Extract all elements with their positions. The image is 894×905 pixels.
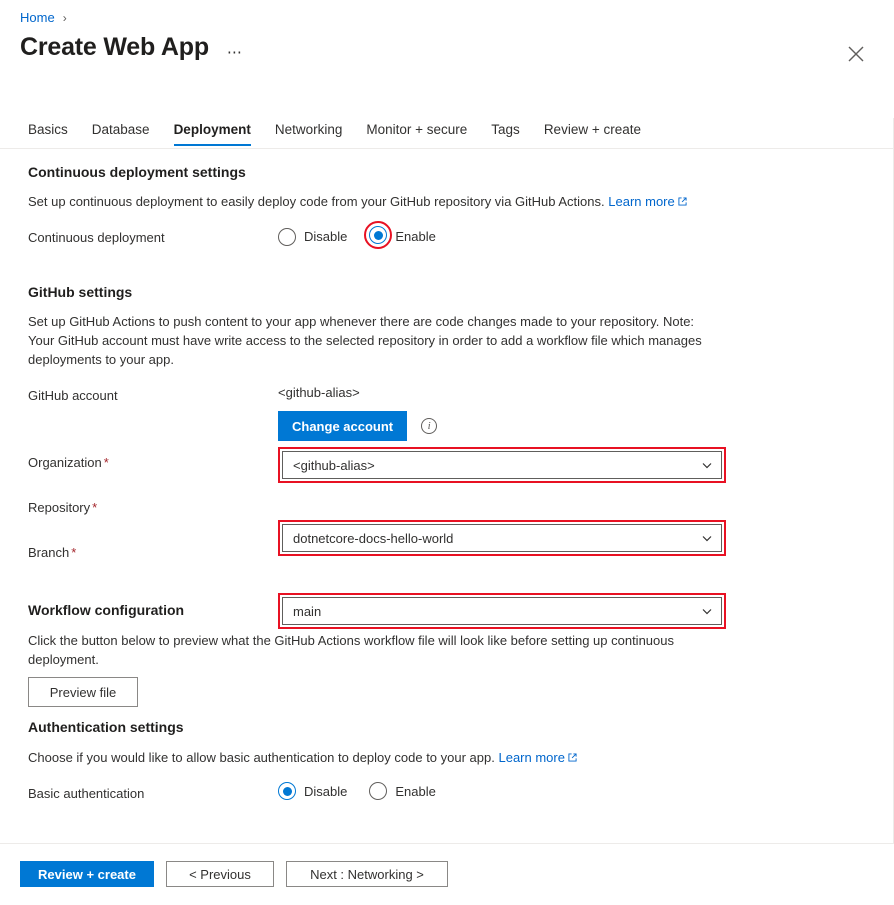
radio-unchecked-icon[interactable]	[369, 782, 387, 800]
repository-label	[28, 500, 97, 515]
page-title: Create Web App	[20, 33, 209, 61]
tab-label: Monitor + secure	[366, 122, 468, 137]
tab-review-create[interactable]	[532, 118, 653, 146]
required-marker: *	[103, 455, 109, 470]
footer-divider	[0, 843, 894, 844]
repository-dropdown[interactable]	[282, 524, 722, 552]
breadcrumb-separator-icon: ›	[62, 10, 67, 25]
radio-label: Disable	[304, 783, 348, 799]
tabs-divider	[0, 148, 894, 149]
change-account-row	[278, 411, 437, 441]
tab-label: Networking	[274, 122, 343, 137]
workflow-configuration-description: Click the button below to preview what the GitHub Actions workflow file will look like before setting up continuous deployment.	[28, 633, 674, 667]
organization-dropdown[interactable]	[282, 451, 722, 479]
branch-label-text: Branch	[28, 545, 70, 560]
radio-checked-icon[interactable]	[369, 226, 387, 244]
title-row	[20, 33, 247, 62]
organization-value: <github-alias>	[293, 457, 375, 473]
more-options-icon[interactable]: ⋯	[226, 44, 243, 61]
radio-checked-icon[interactable]	[278, 782, 296, 800]
next-networking-button[interactable]: Next : Networking >	[286, 861, 448, 887]
tab-database[interactable]	[80, 118, 162, 146]
wizard-footer	[20, 861, 448, 887]
tab-label: Basics	[28, 122, 68, 137]
chevron-down-icon	[701, 532, 713, 544]
continuous-deployment-enable-option[interactable]	[369, 226, 435, 247]
tab-deployment[interactable]	[162, 118, 263, 146]
radio-label: Enable	[395, 783, 436, 799]
tab-label: Tags	[491, 122, 520, 137]
repository-label-text: Repository	[28, 500, 91, 515]
authentication-settings-heading: Authentication settings	[28, 719, 184, 735]
breadcrumb-home-link[interactable]: Home	[20, 10, 55, 25]
required-marker: *	[71, 545, 77, 560]
branch-value: main	[293, 603, 322, 619]
continuous-deployment-disable-option[interactable]	[278, 228, 347, 246]
external-link-icon	[678, 197, 687, 206]
basic-authentication-enable-option[interactable]	[369, 782, 435, 800]
workflow-configuration-heading: Workflow configuration	[28, 602, 185, 618]
radio-label: Disable	[304, 229, 348, 244]
organization-dropdown-wrap	[282, 451, 894, 479]
radio-wrap	[369, 226, 387, 247]
authentication-settings-description-text: Choose if you would like to allow basic authentication to deploy code to your app.	[28, 750, 495, 765]
chevron-down-icon	[701, 605, 713, 617]
tab-label: Deployment	[173, 122, 251, 137]
continuous-deployment-description-text: Set up continuous deployment to easily deploy code from your GitHub repository via GitHub Actions.	[28, 194, 605, 209]
github-account-value: <github-alias>	[278, 385, 360, 400]
tab-networking[interactable]	[263, 118, 355, 146]
continuous-deployment-field-label: Continuous deployment	[28, 230, 165, 245]
branch-label	[28, 545, 76, 560]
basic-authentication-radio-group	[278, 782, 436, 800]
breadcrumb	[20, 10, 67, 25]
chevron-down-icon	[701, 459, 713, 471]
continuous-deployment-description	[28, 192, 728, 211]
preview-file-button[interactable]: Preview file	[28, 677, 138, 707]
tab-tags[interactable]	[479, 118, 532, 146]
tab-label: Database	[91, 122, 150, 137]
github-account-label: GitHub account	[28, 388, 118, 403]
required-marker: *	[92, 500, 98, 515]
tab-label: Review + create	[543, 122, 641, 137]
previous-button[interactable]: < Previous	[166, 861, 274, 887]
close-icon[interactable]	[844, 42, 868, 66]
basic-authentication-disable-option[interactable]	[278, 782, 347, 800]
change-account-button[interactable]: Change account	[278, 411, 407, 441]
repository-value: dotnetcore-docs-hello-world	[293, 530, 454, 546]
deployment-form	[0, 150, 894, 840]
tab-monitor-secure[interactable]	[354, 118, 479, 146]
branch-dropdown-wrap	[282, 597, 894, 625]
repository-dropdown-wrap	[282, 524, 894, 552]
wizard-tabs	[28, 118, 653, 146]
branch-dropdown[interactable]	[282, 597, 722, 625]
info-icon[interactable]: i	[421, 418, 437, 434]
organization-label	[28, 455, 109, 470]
review-create-button[interactable]: Review + create	[20, 861, 154, 887]
continuous-deployment-radio-group	[278, 226, 436, 247]
tab-basics[interactable]	[28, 118, 80, 146]
authentication-settings-description	[28, 748, 728, 767]
basic-authentication-label: Basic authentication	[28, 786, 145, 801]
github-settings-description: Set up GitHub Actions to push content to your app whenever there are code changes made to your repository. Note: Your GitHub account must have write access to the selected repository in order to add a workflow file which manages deployments to your app.	[28, 314, 702, 367]
github-settings-heading: GitHub settings	[28, 284, 133, 300]
continuous-deployment-heading: Continuous deployment settings	[28, 164, 246, 180]
external-link-icon	[568, 753, 577, 762]
radio-unchecked-icon[interactable]	[278, 228, 296, 246]
organization-label-text: Organization	[28, 455, 102, 470]
continuous-deployment-learn-more-link[interactable]: Learn more	[608, 194, 675, 209]
radio-label: Enable	[395, 229, 436, 244]
authentication-learn-more-link[interactable]: Learn more	[498, 750, 565, 765]
